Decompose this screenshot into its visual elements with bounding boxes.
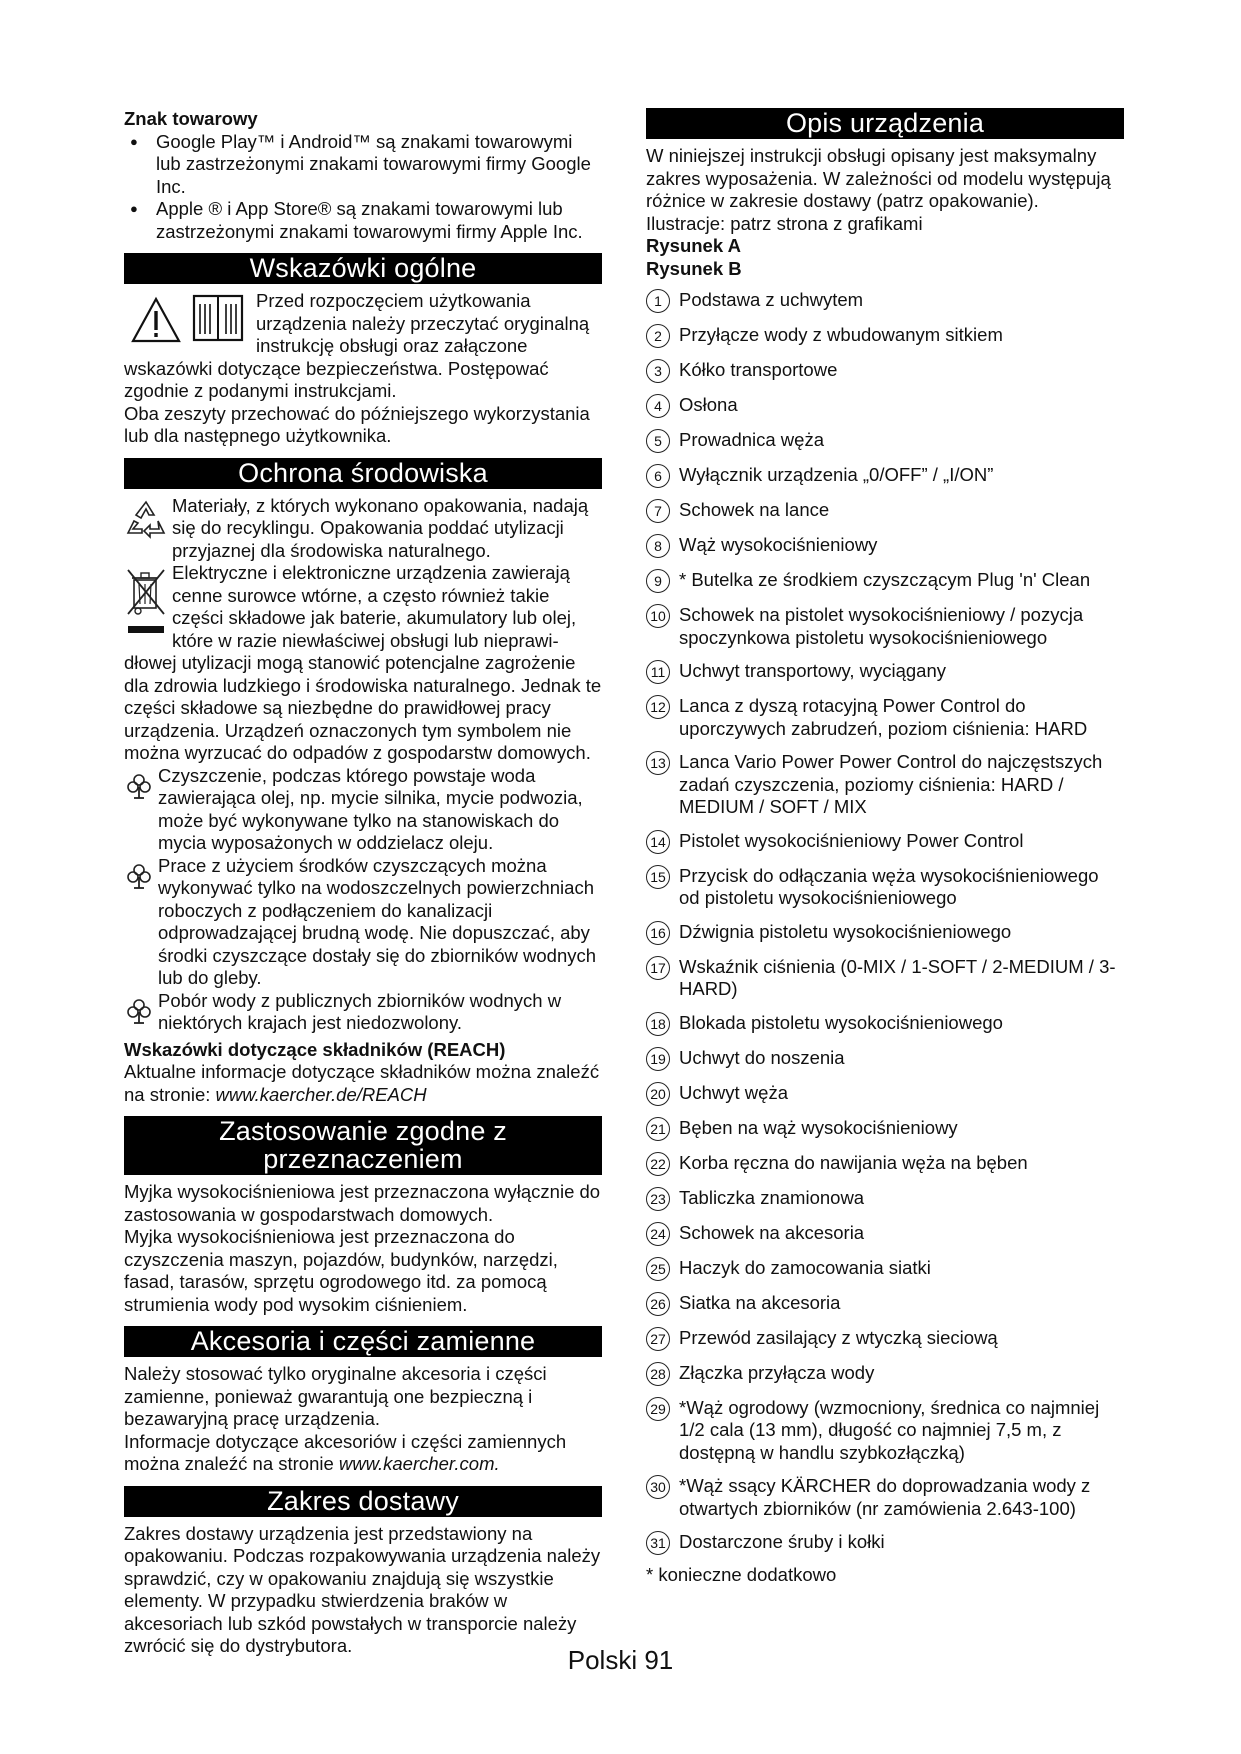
item-number-badge: 21 [646,1117,670,1141]
item-label: Dźwignia pistoletu wysokociśnieniowego [679,920,1012,942]
list-item [646,1047,1124,1071]
item-number-badge: 9 [646,569,670,593]
item-label: Przycisk do odłączania węża wysokociśnieniowego od pistoletu wysokociśnieniowego [679,864,1099,908]
page-number: 91 [644,1645,674,1675]
list-item [646,324,1124,348]
list-item [646,956,1124,1001]
acc-text-2: Informacje dotyczące akcesoriów i części zamiennych można znaleźć na stronie www.kaercher.com. [124,1430,567,1474]
item-label: Lanca Vario Power Power Control do najczęstszych zadań czyszczenia, poziomy ciśnienia: HARD / MEDIUM / SOFT / MIX [679,751,1103,817]
list-item [646,1362,1124,1386]
item-label: Uchwyt do noszenia [679,1046,845,1068]
figure-a-label: Rysunek A [646,235,741,256]
item-number-badge: 22 [646,1152,670,1176]
section-header-general: Wskazówki ogólne [124,253,602,284]
list-item [646,695,1124,740]
intended-use-title-line-1: Zastosowanie zgodne z [219,1116,507,1146]
item-number-badge: 8 [646,534,670,558]
env-water-text: Pobór wody z publicznych zbiorników wodnych w niektórych krajach jest niedozwolony. [158,989,562,1033]
list-item [646,660,1124,684]
list-item [646,1327,1124,1351]
list-item [646,394,1124,418]
env-detergent [124,855,602,990]
env-oil-text: Czyszczenie, podczas którego powstaje woda zawierająca olej, np. mycie silnika, mycie podwozia, może być wykonywane tylko na stanowiskach do mycia wyposażonych w oddzielacz oleju. [158,764,583,853]
item-label: Schowek na pistolet wysokociśnieniowy / pozycja spoczynkowa pistoletu wysokociśnieniowego [679,604,1084,648]
item-label: Tabliczka znamionowa [679,1186,865,1208]
right-column [646,108,1124,1587]
list-item [646,1082,1124,1106]
list-item [646,1117,1124,1141]
item-number-badge: 20 [646,1082,670,1106]
list-item [646,464,1124,488]
item-number-badge: 5 [646,429,670,453]
list-item [646,1012,1124,1036]
environment-drop-icon [124,771,154,801]
item-number-badge: 24 [646,1222,670,1246]
item-number-badge: 13 [646,751,670,775]
item-label: Wskaźnik ciśnienia (0-MIX / 1-SOFT / 2-MEDIUM / 3-HARD) [679,955,1116,999]
footnote: * konieczne dodatkowo [646,1564,837,1585]
item-label: Schowek na lance [679,499,830,520]
item-label: Kółko transportowe [679,359,838,380]
section-header-description: Opis urządzenia [646,108,1124,139]
list-item [646,359,1124,383]
list-item [646,1397,1124,1465]
left-column [124,108,602,1658]
item-label: Uchwyt transportowy, wyciągany [679,660,946,681]
section-header-intended-use [124,1116,602,1175]
item-label: Przyłącze wody z wbudowanym sitkiem [679,324,1003,345]
list-item [646,1152,1124,1176]
item-number-badge: 2 [646,324,670,348]
item-label: Wyłącznik urządzenia „0/OFF” / „I/ON” [679,464,994,485]
intended-use-title-line-2: przeznaczeniem [263,1144,463,1174]
reach-link[interactable]: www.kaercher.de/REACH [215,1083,427,1105]
warning-triangle-icon [130,296,182,344]
item-number-badge: 28 [646,1362,670,1386]
environment-drop-icon [124,996,154,1026]
list-item [646,499,1124,523]
list-item [646,921,1124,945]
desc-illustrations: Ilustracje: patrz strona z grafikami [646,212,923,234]
crossed-bin-icon [124,564,168,642]
env-water [124,990,602,1035]
item-number-badge: 27 [646,1327,670,1351]
item-number-badge: 30 [646,1475,670,1499]
trademark-bullet-google: ● Google Play™ i Android™ są znakami towarowymi lub zastrzeżonymi znakami towarowymi firmy Google Inc. [124,131,602,199]
environment-drop-icon [124,861,154,891]
list-item [646,1292,1124,1316]
item-number-badge: 15 [646,865,670,889]
trademark-bullet-apple: ● Apple ® i App Store® są znakami towarowymi lub zastrzeżonymi znakami towarowymi firmy Apple Inc. [124,198,602,243]
figure-b-label: Rysunek B [646,257,742,279]
item-number-badge: 23 [646,1187,670,1211]
section-header-accessories: Akcesoria i części zamienne [124,1326,602,1357]
env-weee-text-1: Elektryczne i elektroniczne urządzenia zawierają cenne surowce wtórne, a często również takie części składowe jak baterie, akumulatory lub olej, które w razie niewłaściwej obsługi lub nieprawi- [172,562,577,651]
use-text-1: Myjka wysokociśnieniowa jest przeznaczona wyłącznie do zastosowania w gospodarstwach domowych. [124,1181,601,1225]
item-label: Dostarczone śruby i kołki [679,1531,885,1552]
reach-title: Wskazówki dotyczące składników (REACH) [124,1038,506,1060]
item-label: Bęben na wąż wysokociśnieniowy [679,1116,958,1138]
general-text-3: Oba zeszyty przechować do późniejszego wykorzystania lub dla następnego użytkownika. [124,402,590,446]
item-number-badge: 6 [646,464,670,488]
acc-text-1: Należy stosować tylko oryginalne akcesoria i części zamienne, ponieważ gwarantują one bezpieczną i bezawaryjną pracę urządzenia. [124,1363,547,1429]
list-item [646,865,1124,910]
item-number-badge: 17 [646,956,670,980]
item-number-badge: 7 [646,499,670,523]
use-text-2: Myjka wysokociśnieniowa jest przeznaczona do czyszczenia maszyn, pojazdów, budynków, narzędzi, fasad, tarasów, sprzętu ogrodowego itd. za pomocą strumienia wody pod wysokim ciśnieniem. [124,1226,558,1315]
scope-text: Zakres dostawy urządzenia jest przedstawiony na opakowaniu. Podczas rozpakowywania urządzenia należy sprawdzić, czy w opakowaniu znajdują się wszystkie elementy. W przypadku stwierdzenia braków w akcesoriach lub szkód powstałych w transporcie należy zwrócić się do dystrybutora. [124,1522,601,1656]
item-label: Złączka przyłącza wody [679,1361,875,1383]
item-label: Podstawa z uchwytem [679,289,864,310]
list-item [646,1222,1124,1246]
item-label: Schowek na akcesoria [679,1221,865,1243]
list-item [646,429,1124,453]
reach-text: Aktualne informacje dotyczące składników można znaleźć na stronie: www.kaercher.de/REACH [124,1061,600,1105]
item-number-badge: 11 [646,660,670,684]
env-recycle-text: Materiały, z których wykonano opakowania, nadają się do recyklingu. Opakowania poddać utylizacji przyjaznej dla środowiska naturalnego. [172,494,589,561]
item-label: * Butelka ze środkiem czyszczącym Plug 'n' Clean [679,569,1091,590]
list-item [646,604,1124,649]
list-item [646,830,1124,854]
env-weee-text-2: dłowej utylizacji mogą stanowić potencjalne zagrożenie dla zdrowia ludzkiego i środowiska naturalnego. Jednak te części składowe są niezbędne do prawidłowej pracy urządzenia. Urządzeń oznaczonych tym symbolem nie można wyrzucać do odpadów z gospodarstw domowych. [124,652,602,763]
list-item [646,569,1124,593]
env-weee [124,562,602,652]
general-text-2: wskazówki dotyczące bezpieczeństwa. Postępować zgodnie z podanymi instrukcjami. [124,357,549,401]
env-detergent-text: Prace z użyciem środków czyszczących można wykonywać tylko na wodoszczelnych powierzchniach roboczych z podłączeniem do kanalizacji odprowadzającej brudną wodę. Nie dopuszczać, aby środki czyszczące dostały się do zbiorników wodnych lub do gleby. [158,854,597,988]
item-label: Osłona [679,394,738,415]
item-number-badge: 4 [646,394,670,418]
item-label: Korba ręczna do nawijania węża na bęben [679,1151,1028,1173]
item-label: Wąż wysokociśnieniowy [679,534,878,555]
desc-text: W niniejszej instrukcji obsługi opisany jest maksymalny zakres wyposażenia. W zależności od modelu występują różnice w zakresie dostawy (patrz opakowanie). [646,145,1111,211]
env-recycle [124,495,602,563]
section-header-scope: Zakres dostawy [124,1486,602,1517]
acc-link[interactable]: www.kaercher.com. [338,1453,500,1474]
item-number-badge: 12 [646,695,670,719]
item-number-badge: 1 [646,289,670,313]
list-item [646,1257,1124,1281]
list-item [646,289,1124,313]
item-number-badge: 29 [646,1397,670,1421]
item-label: *Wąż ogrodowy (wzmocniony, średnica co najmniej 1/2 cala (13 mm), długość co najmniej 7,5 m, z dostępną w handlu szybkozłączką) [679,1396,1100,1463]
item-label: Siatka na akcesoria [679,1291,841,1313]
item-number-badge: 10 [646,604,670,628]
item-label: Uchwyt węża [679,1081,788,1103]
list-item [646,534,1124,558]
component-list [646,289,1124,1555]
list-item [646,1187,1124,1211]
general-notice [124,290,602,358]
item-number-badge: 3 [646,359,670,383]
section-header-environment: Ochrona środowiska [124,458,602,489]
item-label: Prowadnica węża [679,429,824,450]
item-label: Blokada pistoletu wysokociśnieniowego [679,1011,1003,1033]
list-item [646,1531,1124,1555]
list-item [646,1475,1124,1520]
item-label: Pistolet wysokociśnieniowy Power Control [679,829,1024,851]
general-text-1: Przed rozpoczęciem użytkowania urządzenia należy przeczytać oryginalną instrukcję obsługi oraz załączone [256,290,590,356]
item-label: Przewód zasilający z wtyczką sieciową [679,1326,998,1348]
manual-book-icon [190,292,246,344]
item-number-badge: 16 [646,921,670,945]
trademark-title: Znak towarowy [124,108,258,129]
item-number-badge: 18 [646,1012,670,1036]
item-label: Haczyk do zamocowania siatki [679,1256,931,1278]
item-label: *Wąż ssący KÄRCHER do doprowadzania wody z otwartych zbiorników (nr zamówienia 2.643-100) [679,1475,1091,1519]
list-item [646,751,1124,819]
item-label: Lanca z dyszą rotacyjną Power Control do uporczywych zabrudzeń, poziom ciśnienia: HARD [679,695,1088,739]
item-number-badge: 25 [646,1257,670,1281]
item-number-badge: 14 [646,830,670,854]
page-footer [0,1645,1241,1676]
item-number-badge: 26 [646,1292,670,1316]
footer-language: Polski [567,1645,638,1675]
item-number-badge: 19 [646,1047,670,1071]
item-number-badge: 31 [646,1531,670,1555]
recycle-icon [124,497,168,541]
env-oil [124,765,602,855]
